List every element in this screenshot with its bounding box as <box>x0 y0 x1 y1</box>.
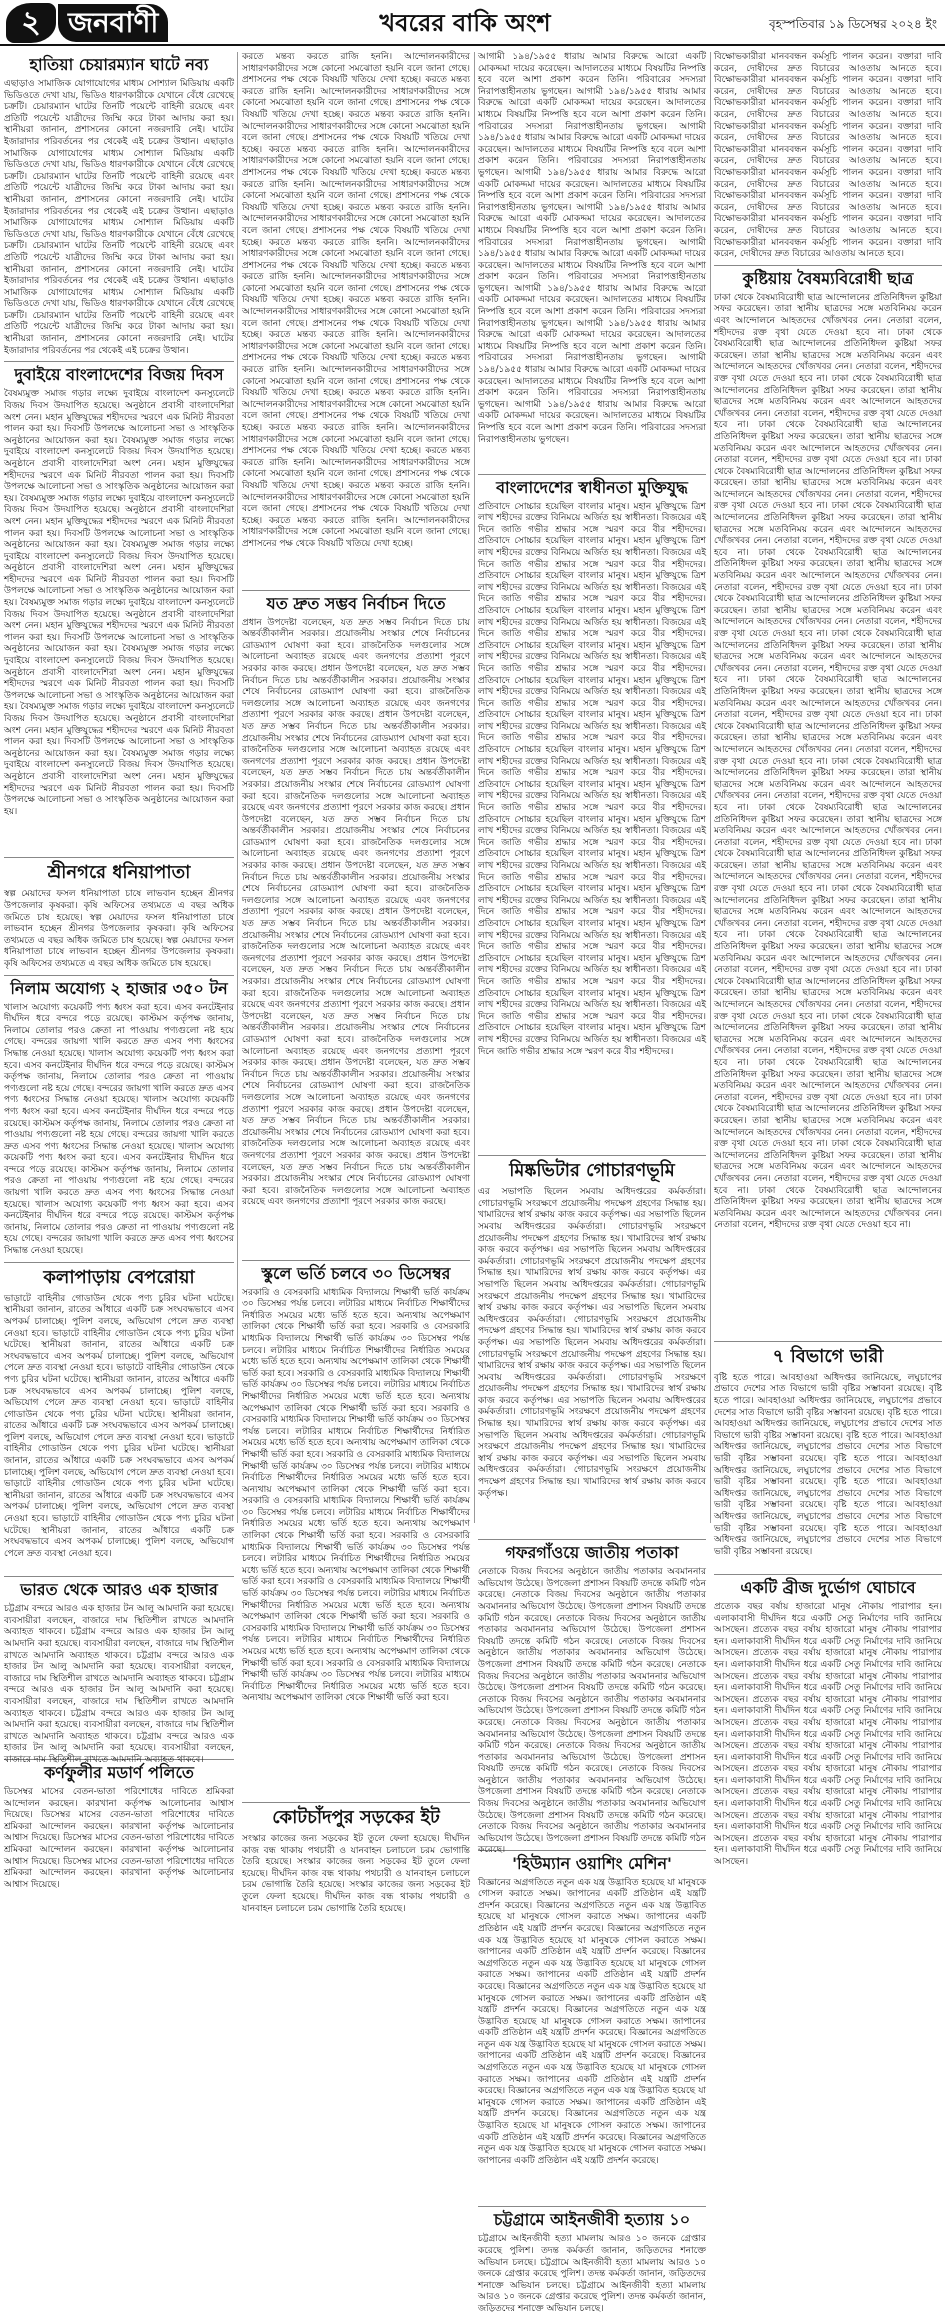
newspaper-logo: জনবাণী <box>58 4 168 42</box>
story-body: খালাস অযোগ্য কয়েকটি পণ্য ধ্বংস করা হবে। এসব কনটেইনার দীর্ঘদিন ধরে বন্দরে পড়ে রয়েছে। কাস্টমস কর্তৃপক্ষ জানায়, নিলামে তোলার পরও ক্রেতা না পাওয়ায় পণ্যগুলো নষ্ট হয়ে গেছে। বন্দরের জায়গা খালি করতে দ্রুত এসব পণ্য ধ্বংসের সিদ্ধান্ত নেওয়া হয়েছে। খালাস অযোগ্য কয়েকটি পণ্য ধ্বংস করা হবে। এসব কনটেইনার দীর্ঘদিন ধরে বন্দরে পড়ে রয়েছে। কাস্টমস কর্তৃপক্ষ জানায়, নিলামে তোলার পরও ক্রেতা না পাওয়ায় পণ্যগুলো নষ্ট হয়ে গেছে। বন্দরের জায়গা খালি করতে দ্রুত এসব পণ্য ধ্বংসের সিদ্ধান্ত নেওয়া হয়েছে। খালাস অযোগ্য কয়েকটি পণ্য ধ্বংস করা হবে। এসব কনটেইনার দীর্ঘদিন ধরে বন্দরে পড়ে রয়েছে। কাস্টমস কর্তৃপক্ষ জানায়, নিলামে তোলার পরও ক্রেতা না পাওয়ায় পণ্যগুলো নষ্ট হয়ে গেছে। বন্দরের জায়গা খালি করতে দ্রুত এসব পণ্য ধ্বংসের সিদ্ধান্ত নেওয়া হয়েছে। খালাস অযোগ্য কয়েকটি পণ্য ধ্বংস করা হবে। এসব কনটেইনার দীর্ঘদিন ধরে বন্দরে পড়ে রয়েছে। কাস্টমস কর্তৃপক্ষ জানায়, নিলামে তোলার পরও ক্রেতা না পাওয়ায় পণ্যগুলো নষ্ট হয়ে গেছে। বন্দরের জায়গা খালি করতে দ্রুত এসব পণ্য ধ্বংসের সিদ্ধান্ত নেওয়া হয়েছে। খালাস অযোগ্য কয়েকটি পণ্য ধ্বংস করা হবে। এসব কনটেইনার দীর্ঘদিন ধরে বন্দরে পড়ে রয়েছে। কাস্টমস কর্তৃপক্ষ জানায়, নিলামে তোলার পরও ক্রেতা না পাওয়ায় পণ্যগুলো নষ্ট হয়ে গেছে। বন্দরের জায়গা খালি করতে দ্রুত এসব পণ্য ধ্বংসের সিদ্ধান্ত নেওয়া হয়েছে। <box>4 1002 234 1257</box>
story-headline: নিলাম অযোগ্য ২ হাজার ৩৫০ টন <box>4 975 234 1003</box>
story-body: চট্টগ্রাম বন্দরে আরও এক হাজার টন আলু আমদানি করা হয়েছে। ব্যবসায়ীরা বলছেন, বাজারে দাম স্থিতিশীল রাখতে আমদানি অব্যাহত থাকবে। চট্টগ্রাম বন্দরে আরও এক হাজার টন আলু আমদানি করা হয়েছে। ব্যবসায়ীরা বলছেন, বাজারে দাম স্থিতিশীল রাখতে আমদানি অব্যাহত থাকবে। চট্টগ্রাম বন্দরে আরও এক হাজার টন আলু আমদানি করা হয়েছে। ব্যবসায়ীরা বলছেন, বাজারে দাম স্থিতিশীল রাখতে আমদানি অব্যাহত থাকবে। চট্টগ্রাম বন্দরে আরও এক হাজার টন আলু আমদানি করা হয়েছে। ব্যবসায়ীরা বলছেন, বাজারে দাম স্থিতিশীল রাখতে আমদানি অব্যাহত থাকবে। চট্টগ্রাম বন্দরে আরও এক হাজার টন আলু আমদানি করা হয়েছে। ব্যবসায়ীরা বলছেন, বাজারে দাম স্থিতিশীল রাখতে আমদানি অব্যাহত থাকবে। চট্টগ্রাম বন্দরে আরও এক হাজার টন আলু আমদানি করা হয়েছে। ব্যবসায়ীরা বলছেন, বাজারে দাম স্থিতিশীল রাখতে আমদানি অব্যাহত থাকবে। <box>4 1604 234 1765</box>
page-number: ২ <box>6 3 56 43</box>
story-body: চট্টগ্রামে আইনজীবী হত্যা মামলায় আরও ১০ জনকে গ্রেপ্তার করেছে পুলিশ। তদন্ত কর্মকর্তা জানান, জড়িতদের শনাক্তে অভিযান চলছে। চট্টগ্রামে আইনজীবী হত্যা মামলায় আরও ১০ জনকে গ্রেপ্তার করেছে পুলিশ। তদন্ত কর্মকর্তা জানান, জড়িতদের শনাক্তে অভিযান চলছে। চট্টগ্রামে আইনজীবী হত্যা মামলায় আরও ১০ জনকে গ্রেপ্তার করেছে পুলিশ। তদন্ত কর্মকর্তা জানান, জড়িতদের শনাক্তে অভিযান চলছে। <box>478 2234 706 2314</box>
story-headline: ৭ বিভাগে ভারী <box>714 1341 942 1373</box>
story-body: প্রতিবাদে সোচ্চার হয়েছিল বাংলার মানুষ। মহান মুক্তিযুদ্ধে ত্রিশ লাখ শহীদের রক্তের বিনিময়ে অর্জিত হয় স্বাধীনতা। বিজয়ের এই দিনে জাতি গভীর শ্রদ্ধার সঙ্গে স্মরণ করে বীর শহীদদের। প্রতিবাদে সোচ্চার হয়েছিল বাংলার মানুষ। মহান মুক্তিযুদ্ধে ত্রিশ লাখ শহীদের রক্তের বিনিময়ে অর্জিত হয় স্বাধীনতা। বিজয়ের এই দিনে জাতি গভীর শ্রদ্ধার সঙ্গে স্মরণ করে বীর শহীদদের। প্রতিবাদে সোচ্চার হয়েছিল বাংলার মানুষ। মহান মুক্তিযুদ্ধে ত্রিশ লাখ শহীদের রক্তের বিনিময়ে অর্জিত হয় স্বাধীনতা। বিজয়ের এই দিনে জাতি গভীর শ্রদ্ধার সঙ্গে স্মরণ করে বীর শহীদদের। প্রতিবাদে সোচ্চার হয়েছিল বাংলার মানুষ। মহান মুক্তিযুদ্ধে ত্রিশ লাখ শহীদের রক্তের বিনিময়ে অর্জিত হয় স্বাধীনতা। বিজয়ের এই দিনে জাতি গভীর শ্রদ্ধার সঙ্গে স্মরণ করে বীর শহীদদের। প্রতিবাদে সোচ্চার হয়েছিল বাংলার মানুষ। মহান মুক্তিযুদ্ধে ত্রিশ লাখ শহীদের রক্তের বিনিময়ে অর্জিত হয় স্বাধীনতা। বিজয়ের এই দিনে জাতি গভীর শ্রদ্ধার সঙ্গে স্মরণ করে বীর শহীদদের। প্রতিবাদে সোচ্চার হয়েছিল বাংলার মানুষ। মহান মুক্তিযুদ্ধে ত্রিশ লাখ শহীদের রক্তের বিনিময়ে অর্জিত হয় স্বাধীনতা। বিজয়ের এই দিনে জাতি গভীর শ্রদ্ধার সঙ্গে স্মরণ করে বীর শহীদদের। প্রতিবাদে সোচ্চার হয়েছিল বাংলার মানুষ। মহান মুক্তিযুদ্ধে ত্রিশ লাখ শহীদের রক্তের বিনিময়ে অর্জিত হয় স্বাধীনতা। বিজয়ের এই দিনে জাতি গভীর শ্রদ্ধার সঙ্গে স্মরণ করে বীর শহীদদের। প্রতিবাদে সোচ্চার হয়েছিল বাংলার মানুষ। মহান মুক্তিযুদ্ধে ত্রিশ লাখ শহীদের রক্তের বিনিময়ে অর্জিত হয় স্বাধীনতা। বিজয়ের এই দিনে জাতি গভীর শ্রদ্ধার সঙ্গে স্মরণ করে বীর শহীদদের। প্রতিবাদে সোচ্চার হয়েছিল বাংলার মানুষ। মহান মুক্তিযুদ্ধে ত্রিশ লাখ শহীদের রক্তের বিনিময়ে অর্জিত হয় স্বাধীনতা। বিজয়ের এই দিনে জাতি গভীর শ্রদ্ধার সঙ্গে স্মরণ করে বীর শহীদদের। প্রতিবাদে সোচ্চার হয়েছিল বাংলার মানুষ। মহান মুক্তিযুদ্ধে ত্রিশ লাখ শহীদের রক্তের বিনিময়ে অর্জিত হয় স্বাধীনতা। বিজয়ের এই দিনে জাতি গভীর শ্রদ্ধার সঙ্গে স্মরণ করে বীর শহীদদের। প্রতিবাদে সোচ্চার হয়েছিল বাংলার মানুষ। মহান মুক্তিযুদ্ধে ত্রিশ লাখ শহীদের রক্তের বিনিময়ে অর্জিত হয় স্বাধীনতা। বিজয়ের এই দিনে জাতি গভীর শ্রদ্ধার সঙ্গে স্মরণ করে বীর শহীদদের। প্রতিবাদে সোচ্চার হয়েছিল বাংলার মানুষ। মহান মুক্তিযুদ্ধে ত্রিশ লাখ শহীদের রক্তের বিনিময়ে অর্জিত হয় স্বাধীনতা। বিজয়ের এই দিনে জাতি গভীর শ্রদ্ধার সঙ্গে স্মরণ করে বীর শহীদদের। প্রতিবাদে সোচ্চার হয়েছিল বাংলার মানুষ। মহান মুক্তিযুদ্ধে ত্রিশ লাখ শহীদের রক্তের বিনিময়ে অর্জিত হয় স্বাধীনতা। বিজয়ের এই দিনে জাতি গভীর শ্রদ্ধার সঙ্গে স্মরণ করে বীর শহীদদের। প্রতিবাদে সোচ্চার হয়েছিল বাংলার মানুষ। মহান মুক্তিযুদ্ধে ত্রিশ লাখ শহীদের রক্তের বিনিময়ে অর্জিত হয় স্বাধীনতা। বিজয়ের এই দিনে জাতি গভীর শ্রদ্ধার সঙ্গে স্মরণ করে বীর শহীদদের। প্রতিবাদে সোচ্চার হয়েছিল বাংলার মানুষ। মহান মুক্তিযুদ্ধে ত্রিশ লাখ শহীদের রক্তের বিনিময়ে অর্জিত হয় স্বাধীনতা। বিজয়ের এই দিনে জাতি গভীর শ্রদ্ধার সঙ্গে স্মরণ করে বীর শহীদদের। প্রতিবাদে সোচ্চার হয়েছিল বাংলার মানুষ। মহান মুক্তিযুদ্ধে ত্রিশ লাখ শহীদের রক্তের বিনিময়ে অর্জিত হয় স্বাধীনতা। বিজয়ের এই দিনে জাতি গভীর শ্রদ্ধার সঙ্গে স্মরণ করে বীর শহীদদের। <box>478 501 706 1057</box>
story-headline: কুষ্টিয়ায় বৈষম্যবিরোধী ছাত্র <box>714 265 942 293</box>
story-body: ভাড়াটে বাহিনীর গোডাউন থেকে পণ্য চুরির ঘটনা ঘটেছে। স্থানীয়রা জানান, রাতের আঁধারে একটি চক্র সংঘবদ্ধভাবে এসব অপকর্ম চালাচ্ছে। পুলিশ বলছে, অভিযোগ পেলে দ্রুত ব্যবস্থা নেওয়া হবে। ভাড়াটে বাহিনীর গোডাউন থেকে পণ্য চুরির ঘটনা ঘটেছে। স্থানীয়রা জানান, রাতের আঁধারে একটি চক্র সংঘবদ্ধভাবে এসব অপকর্ম চালাচ্ছে। পুলিশ বলছে, অভিযোগ পেলে দ্রুত ব্যবস্থা নেওয়া হবে। ভাড়াটে বাহিনীর গোডাউন থেকে পণ্য চুরির ঘটনা ঘটেছে। স্থানীয়রা জানান, রাতের আঁধারে একটি চক্র সংঘবদ্ধভাবে এসব অপকর্ম চালাচ্ছে। পুলিশ বলছে, অভিযোগ পেলে দ্রুত ব্যবস্থা নেওয়া হবে। ভাড়াটে বাহিনীর গোডাউন থেকে পণ্য চুরির ঘটনা ঘটেছে। স্থানীয়রা জানান, রাতের আঁধারে একটি চক্র সংঘবদ্ধভাবে এসব অপকর্ম চালাচ্ছে। পুলিশ বলছে, অভিযোগ পেলে দ্রুত ব্যবস্থা নেওয়া হবে। ভাড়াটে বাহিনীর গোডাউন থেকে পণ্য চুরির ঘটনা ঘটেছে। স্থানীয়রা জানান, রাতের আঁধারে একটি চক্র সংঘবদ্ধভাবে এসব অপকর্ম চালাচ্ছে। পুলিশ বলছে, অভিযোগ পেলে দ্রুত ব্যবস্থা নেওয়া হবে। ভাড়াটে বাহিনীর গোডাউন থেকে পণ্য চুরির ঘটনা ঘটেছে। স্থানীয়রা জানান, রাতের আঁধারে একটি চক্র সংঘবদ্ধভাবে এসব অপকর্ম চালাচ্ছে। পুলিশ বলছে, অভিযোগ পেলে দ্রুত ব্যবস্থা নেওয়া হবে। ভাড়াটে বাহিনীর গোডাউন থেকে পণ্য চুরির ঘটনা ঘটেছে। স্থানীয়রা জানান, রাতের আঁধারে একটি চক্র সংঘবদ্ধভাবে এসব অপকর্ম চালাচ্ছে। পুলিশ বলছে, অভিযোগ পেলে দ্রুত ব্যবস্থা নেওয়া হবে। <box>4 1293 234 1559</box>
story-headline: একটি ব্রীজ দুর্ভোগ ঘোচাবে <box>714 1574 942 1602</box>
story-headline: 'হিউম্যান ওয়াশিং মেশিন' <box>478 1850 706 1878</box>
date-line: বৃহস্পতিবার ১৯ ডিসেম্বর ২০২৪ ইং <box>768 17 937 31</box>
story-body: বৈষম্যমুক্ত সমাজ গড়ার লক্ষ্যে দুবাইয়ে বাংলাদেশ কনস্যুলেটে বিজয় দিবস উদযাপিত হয়েছে। অনুষ্ঠানে প্রবাসী বাংলাদেশিরা অংশ নেন। মহান মুক্তিযুদ্ধের শহীদদের স্মরণে এক মিনিট নীরবতা পালন করা হয়। দিবসটি উপলক্ষে আলোচনা সভা ও সাংস্কৃতিক অনুষ্ঠানের আয়োজন করা হয়। বৈষম্যমুক্ত সমাজ গড়ার লক্ষ্যে দুবাইয়ে বাংলাদেশ কনস্যুলেটে বিজয় দিবস উদযাপিত হয়েছে। অনুষ্ঠানে প্রবাসী বাংলাদেশিরা অংশ নেন। মহান মুক্তিযুদ্ধের শহীদদের স্মরণে এক মিনিট নীরবতা পালন করা হয়। দিবসটি উপলক্ষে আলোচনা সভা ও সাংস্কৃতিক অনুষ্ঠানের আয়োজন করা হয়। বৈষম্যমুক্ত সমাজ গড়ার লক্ষ্যে দুবাইয়ে বাংলাদেশ কনস্যুলেটে বিজয় দিবস উদযাপিত হয়েছে। অনুষ্ঠানে প্রবাসী বাংলাদেশিরা অংশ নেন। মহান মুক্তিযুদ্ধের শহীদদের স্মরণে এক মিনিট নীরবতা পালন করা হয়। দিবসটি উপলক্ষে আলোচনা সভা ও সাংস্কৃতিক অনুষ্ঠানের আয়োজন করা হয়। বৈষম্যমুক্ত সমাজ গড়ার লক্ষ্যে দুবাইয়ে বাংলাদেশ কনস্যুলেটে বিজয় দিবস উদযাপিত হয়েছে। অনুষ্ঠানে প্রবাসী বাংলাদেশিরা অংশ নেন। মহান মুক্তিযুদ্ধের শহীদদের স্মরণে এক মিনিট নীরবতা পালন করা হয়। দিবসটি উপলক্ষে আলোচনা সভা ও সাংস্কৃতিক অনুষ্ঠানের আয়োজন করা হয়। বৈষম্যমুক্ত সমাজ গড়ার লক্ষ্যে দুবাইয়ে বাংলাদেশ কনস্যুলেটে বিজয় দিবস উদযাপিত হয়েছে। অনুষ্ঠানে প্রবাসী বাংলাদেশিরা অংশ নেন। মহান মুক্তিযুদ্ধের শহীদদের স্মরণে এক মিনিট নীরবতা পালন করা হয়। দিবসটি উপলক্ষে আলোচনা সভা ও সাংস্কৃতিক অনুষ্ঠানের আয়োজন করা হয়। বৈষম্যমুক্ত সমাজ গড়ার লক্ষ্যে দুবাইয়ে বাংলাদেশ কনস্যুলেটে বিজয় দিবস উদযাপিত হয়েছে। অনুষ্ঠানে প্রবাসী বাংলাদেশিরা অংশ নেন। মহান মুক্তিযুদ্ধের শহীদদের স্মরণে এক মিনিট নীরবতা পালন করা হয়। দিবসটি উপলক্ষে আলোচনা সভা ও সাংস্কৃতিক অনুষ্ঠানের আয়োজন করা হয়। বৈষম্যমুক্ত সমাজ গড়ার লক্ষ্যে দুবাইয়ে বাংলাদেশ কনস্যুলেটে বিজয় দিবস উদযাপিত হয়েছে। অনুষ্ঠানে প্রবাসী বাংলাদেশিরা অংশ নেন। মহান মুক্তিযুদ্ধের শহীদদের স্মরণে এক মিনিট নীরবতা পালন করা হয়। দিবসটি উপলক্ষে আলোচনা সভা ও সাংস্কৃতিক অনুষ্ঠানের আয়োজন করা হয়। বৈষম্যমুক্ত সমাজ গড়ার লক্ষ্যে দুবাইয়ে বাংলাদেশ কনস্যুলেটে বিজয় দিবস উদযাপিত হয়েছে। অনুষ্ঠানে প্রবাসী বাংলাদেশিরা অংশ নেন। মহান মুক্তিযুদ্ধের শহীদদের স্মরণে এক মিনিট নীরবতা পালন করা হয়। দিবসটি উপলক্ষে আলোচনা সভা ও সাংস্কৃতিক অনুষ্ঠানের আয়োজন করা হয়। <box>4 389 234 817</box>
story-body: সরকারি ও বেসরকারি মাধ্যমিক বিদ্যালয়ে শিক্ষার্থী ভর্তি কার্যক্রম ৩০ ডিসেম্বর পর্যন্ত চলবে। লটারির মাধ্যমে নির্বাচিত শিক্ষার্থীদের নির্ধারিত সময়ের মধ্যে ভর্তি হতে হবে। অন্যথায় অপেক্ষমাণ তালিকা থেকে শিক্ষার্থী ভর্তি করা হবে। সরকারি ও বেসরকারি মাধ্যমিক বিদ্যালয়ে শিক্ষার্থী ভর্তি কার্যক্রম ৩০ ডিসেম্বর পর্যন্ত চলবে। লটারির মাধ্যমে নির্বাচিত শিক্ষার্থীদের নির্ধারিত সময়ের মধ্যে ভর্তি হতে হবে। অন্যথায় অপেক্ষমাণ তালিকা থেকে শিক্ষার্থী ভর্তি করা হবে। সরকারি ও বেসরকারি মাধ্যমিক বিদ্যালয়ে শিক্ষার্থী ভর্তি কার্যক্রম ৩০ ডিসেম্বর পর্যন্ত চলবে। লটারির মাধ্যমে নির্বাচিত শিক্ষার্থীদের নির্ধারিত সময়ের মধ্যে ভর্তি হতে হবে। অন্যথায় অপেক্ষমাণ তালিকা থেকে শিক্ষার্থী ভর্তি করা হবে। সরকারি ও বেসরকারি মাধ্যমিক বিদ্যালয়ে শিক্ষার্থী ভর্তি কার্যক্রম ৩০ ডিসেম্বর পর্যন্ত চলবে। লটারির মাধ্যমে নির্বাচিত শিক্ষার্থীদের নির্ধারিত সময়ের মধ্যে ভর্তি হতে হবে। অন্যথায় অপেক্ষমাণ তালিকা থেকে শিক্ষার্থী ভর্তি করা হবে। সরকারি ও বেসরকারি মাধ্যমিক বিদ্যালয়ে শিক্ষার্থী ভর্তি কার্যক্রম ৩০ ডিসেম্বর পর্যন্ত চলবে। লটারির মাধ্যমে নির্বাচিত শিক্ষার্থীদের নির্ধারিত সময়ের মধ্যে ভর্তি হতে হবে। অন্যথায় অপেক্ষমাণ তালিকা থেকে শিক্ষার্থী ভর্তি করা হবে। সরকারি ও বেসরকারি মাধ্যমিক বিদ্যালয়ে শিক্ষার্থী ভর্তি কার্যক্রম ৩০ ডিসেম্বর পর্যন্ত চলবে। লটারির মাধ্যমে নির্বাচিত শিক্ষার্থীদের নির্ধারিত সময়ের মধ্যে ভর্তি হতে হবে। অন্যথায় অপেক্ষমাণ তালিকা থেকে শিক্ষার্থী ভর্তি করা হবে। সরকারি ও বেসরকারি মাধ্যমিক বিদ্যালয়ে শিক্ষার্থী ভর্তি কার্যক্রম ৩০ ডিসেম্বর পর্যন্ত চলবে। লটারির মাধ্যমে নির্বাচিত শিক্ষার্থীদের নির্ধারিত সময়ের মধ্যে ভর্তি হতে হবে। অন্যথায় অপেক্ষমাণ তালিকা থেকে শিক্ষার্থী ভর্তি করা হবে। সরকারি ও বেসরকারি মাধ্যমিক বিদ্যালয়ে শিক্ষার্থী ভর্তি কার্যক্রম ৩০ ডিসেম্বর পর্যন্ত চলবে। লটারির মাধ্যমে নির্বাচিত শিক্ষার্থীদের নির্ধারিত সময়ের মধ্যে ভর্তি হতে হবে। অন্যথায় অপেক্ষমাণ তালিকা থেকে শিক্ষার্থী ভর্তি করা হবে। সরকারি ও বেসরকারি মাধ্যমিক বিদ্যালয়ে শিক্ষার্থী ভর্তি কার্যক্রম ৩০ ডিসেম্বর পর্যন্ত চলবে। লটারির মাধ্যমে নির্বাচিত শিক্ষার্থীদের নির্ধারিত সময়ের মধ্যে ভর্তি হতে হবে। অন্যথায় অপেক্ষমাণ তালিকা থেকে শিক্ষার্থী ভর্তি করা হবে। সরকারি ও বেসরকারি মাধ্যমিক বিদ্যালয়ে শিক্ষার্থী ভর্তি কার্যক্রম ৩০ ডিসেম্বর পর্যন্ত চলবে। লটারির মাধ্যমে নির্বাচিত শিক্ষার্থীদের নির্ধারিত সময়ের মধ্যে ভর্তি হতে হবে। অন্যথায় অপেক্ষমাণ তালিকা থেকে শিক্ষার্থী ভর্তি করা হবে। <box>242 1287 470 1704</box>
story-headline: বাংলাদেশের স্বাধীনতা মুক্তিযুদ্ধ <box>478 474 706 502</box>
story-headline: স্কুলে ভর্তি চলবে ৩০ ডিসেম্বর <box>242 1260 470 1288</box>
story-body: সংস্কার কাজের জন্য সড়কের ইট তুলে ফেলা হয়েছে। দীর্ঘদিন কাজ বন্ধ থাকায় পথচারী ও যানবাহন চলাচলে চরম ভোগান্তি তৈরি হয়েছে। সংস্কার কাজের জন্য সড়কের ইট তুলে ফেলা হয়েছে। দীর্ঘদিন কাজ বন্ধ থাকায় পথচারী ও যানবাহন চলাচলে চরম ভোগান্তি তৈরি হয়েছে। সংস্কার কাজের জন্য সড়কের ইট তুলে ফেলা হয়েছে। দীর্ঘদিন কাজ বন্ধ থাকায় পথচারী ও যানবাহন চলাচলে চরম ভোগান্তি তৈরি হয়েছে। <box>242 1833 470 1914</box>
column-1 <box>4 52 234 1890</box>
column-divider <box>237 52 238 1523</box>
column-3 <box>478 52 706 2314</box>
story-body: বিক্ষোভকারীরা মানববন্ধন কর্মসূচি পালন করেন। বক্তারা দাবি করেন, দোষীদের দ্রুত বিচারের আওতায় আনতে হবে। বিক্ষোভকারীরা মানববন্ধন কর্মসূচি পালন করেন। বক্তারা দাবি করেন, দোষীদের দ্রুত বিচারের আওতায় আনতে হবে। বিক্ষোভকারীরা মানববন্ধন কর্মসূচি পালন করেন। বক্তারা দাবি করেন, দোষীদের দ্রুত বিচারের আওতায় আনতে হবে। বিক্ষোভকারীরা মানববন্ধন কর্মসূচি পালন করেন। বক্তারা দাবি করেন, দোষীদের দ্রুত বিচারের আওতায় আনতে হবে। বিক্ষোভকারীরা মানববন্ধন কর্মসূচি পালন করেন। বক্তারা দাবি করেন, দোষীদের দ্রুত বিচারের আওতায় আনতে হবে। বিক্ষোভকারীরা মানববন্ধন কর্মসূচি পালন করেন। বক্তারা দাবি করেন, দোষীদের দ্রুত বিচারের আওতায় আনতে হবে। বিক্ষোভকারীরা মানববন্ধন কর্মসূচি পালন করেন। বক্তারা দাবি করেন, দোষীদের দ্রুত বিচারের আওতায় আনতে হবে। বিক্ষোভকারীরা মানববন্ধন কর্মসূচি পালন করেন। বক্তারা দাবি করেন, দোষীদের দ্রুত বিচারের আওতায় আনতে হবে। বিক্ষোভকারীরা মানববন্ধন কর্মসূচি পালন করেন। বক্তারা দাবি করেন, দোষীদের দ্রুত বিচারের আওতায় আনতে হবে। <box>714 52 942 260</box>
story-headline: যত দ্রুত সম্ভব নির্বাচন দিতে <box>242 590 470 618</box>
column-2 <box>242 52 470 1914</box>
story-body: নেতাকে বিজয় দিবসের অনুষ্ঠানে জাতীয় পতাকার অবমাননার অভিযোগ উঠেছে। উপজেলা প্রশাসন বিষয়টি তদন্তে কমিটি গঠন করেছে। নেতাকে বিজয় দিবসের অনুষ্ঠানে জাতীয় পতাকার অবমাননার অভিযোগ উঠেছে। উপজেলা প্রশাসন বিষয়টি তদন্তে কমিটি গঠন করেছে। নেতাকে বিজয় দিবসের অনুষ্ঠানে জাতীয় পতাকার অবমাননার অভিযোগ উঠেছে। উপজেলা প্রশাসন বিষয়টি তদন্তে কমিটি গঠন করেছে। নেতাকে বিজয় দিবসের অনুষ্ঠানে জাতীয় পতাকার অবমাননার অভিযোগ উঠেছে। উপজেলা প্রশাসন বিষয়টি তদন্তে কমিটি গঠন করেছে। নেতাকে বিজয় দিবসের অনুষ্ঠানে জাতীয় পতাকার অবমাননার অভিযোগ উঠেছে। উপজেলা প্রশাসন বিষয়টি তদন্তে কমিটি গঠন করেছে। নেতাকে বিজয় দিবসের অনুষ্ঠানে জাতীয় পতাকার অবমাননার অভিযোগ উঠেছে। উপজেলা প্রশাসন বিষয়টি তদন্তে কমিটি গঠন করেছে। নেতাকে বিজয় দিবসের অনুষ্ঠানে জাতীয় পতাকার অবমাননার অভিযোগ উঠেছে। উপজেলা প্রশাসন বিষয়টি তদন্তে কমিটি গঠন করেছে। নেতাকে বিজয় দিবসের অনুষ্ঠানে জাতীয় পতাকার অবমাননার অভিযোগ উঠেছে। উপজেলা প্রশাসন বিষয়টি তদন্তে কমিটি গঠন করেছে। নেতাকে বিজয় দিবসের অনুষ্ঠানে জাতীয় পতাকার অবমাননার অভিযোগ উঠেছে। উপজেলা প্রশাসন বিষয়টি তদন্তে কমিটি গঠন করেছে। নেতাকে বিজয় দিবসের অনুষ্ঠানে জাতীয় পতাকার অবমাননার অভিযোগ উঠেছে। উপজেলা প্রশাসন বিষয়টি তদন্তে কমিটি গঠন করেছে। নেতাকে বিজয় দিবসের অনুষ্ঠানে জাতীয় পতাকার অবমাননার অভিযোগ উঠেছে। উপজেলা প্রশাসন বিষয়টি তদন্তে কমিটি গঠন করেছে। <box>478 1567 706 1856</box>
story-body: বিজ্ঞানের অগ্রগতিতে নতুন এক যন্ত্র উদ্ভাবিত হয়েছে যা মানুষকে গোসল করাতে সক্ষম। জাপানের একটি প্রতিষ্ঠান এই যন্ত্রটি প্রদর্শন করেছে। বিজ্ঞানের অগ্রগতিতে নতুন এক যন্ত্র উদ্ভাবিত হয়েছে যা মানুষকে গোসল করাতে সক্ষম। জাপানের একটি প্রতিষ্ঠান এই যন্ত্রটি প্রদর্শন করেছে। বিজ্ঞানের অগ্রগতিতে নতুন এক যন্ত্র উদ্ভাবিত হয়েছে যা মানুষকে গোসল করাতে সক্ষম। জাপানের একটি প্রতিষ্ঠান এই যন্ত্রটি প্রদর্শন করেছে। বিজ্ঞানের অগ্রগতিতে নতুন এক যন্ত্র উদ্ভাবিত হয়েছে যা মানুষকে গোসল করাতে সক্ষম। জাপানের একটি প্রতিষ্ঠান এই যন্ত্রটি প্রদর্শন করেছে। বিজ্ঞানের অগ্রগতিতে নতুন এক যন্ত্র উদ্ভাবিত হয়েছে যা মানুষকে গোসল করাতে সক্ষম। জাপানের একটি প্রতিষ্ঠান এই যন্ত্রটি প্রদর্শন করেছে। বিজ্ঞানের অগ্রগতিতে নতুন এক যন্ত্র উদ্ভাবিত হয়েছে যা মানুষকে গোসল করাতে সক্ষম। জাপানের একটি প্রতিষ্ঠান এই যন্ত্রটি প্রদর্শন করেছে। বিজ্ঞানের অগ্রগতিতে নতুন এক যন্ত্র উদ্ভাবিত হয়েছে যা মানুষকে গোসল করাতে সক্ষম। জাপানের একটি প্রতিষ্ঠান এই যন্ত্রটি প্রদর্শন করেছে। বিজ্ঞানের অগ্রগতিতে নতুন এক যন্ত্র উদ্ভাবিত হয়েছে যা মানুষকে গোসল করাতে সক্ষম। জাপানের একটি প্রতিষ্ঠান এই যন্ত্রটি প্রদর্শন করেছে। বিজ্ঞানের অগ্রগতিতে নতুন এক যন্ত্র উদ্ভাবিত হয়েছে যা মানুষকে গোসল করাতে সক্ষম। জাপানের একটি প্রতিষ্ঠান এই যন্ত্রটি প্রদর্শন করেছে। বিজ্ঞানের অগ্রগতিতে নতুন এক যন্ত্র উদ্ভাবিত হয়েছে যা মানুষকে গোসল করাতে সক্ষম। জাপানের একটি প্রতিষ্ঠান এই যন্ত্রটি প্রদর্শন করেছে। বিজ্ঞানের অগ্রগতিতে নতুন এক যন্ত্র উদ্ভাবিত হয়েছে যা মানুষকে গোসল করাতে সক্ষম। জাপানের একটি প্রতিষ্ঠান এই যন্ত্রটি প্রদর্শন করেছে। <box>478 1877 706 2166</box>
story-headline: মিষ্কভিটার গোচারণভূমি <box>478 1155 706 1187</box>
column-divider <box>474 52 475 1523</box>
story-body: প্রধান উপদেষ্টা বলেছেন, যত দ্রুত সম্ভব নির্বাচন দিতে চায় অন্তর্বর্তীকালীন সরকার। প্রয়োজনীয় সংস্কার শেষে নির্বাচনের রোডম্যাপ ঘোষণা করা হবে। রাজনৈতিক দলগুলোর সঙ্গে আলোচনা অব্যাহত রয়েছে এবং জনগণের প্রত্যাশা পূরণে সরকার কাজ করছে। প্রধান উপদেষ্টা বলেছেন, যত দ্রুত সম্ভব নির্বাচন দিতে চায় অন্তর্বর্তীকালীন সরকার। প্রয়োজনীয় সংস্কার শেষে নির্বাচনের রোডম্যাপ ঘোষণা করা হবে। রাজনৈতিক দলগুলোর সঙ্গে আলোচনা অব্যাহত রয়েছে এবং জনগণের প্রত্যাশা পূরণে সরকার কাজ করছে। প্রধান উপদেষ্টা বলেছেন, যত দ্রুত সম্ভব নির্বাচন দিতে চায় অন্তর্বর্তীকালীন সরকার। প্রয়োজনীয় সংস্কার শেষে নির্বাচনের রোডম্যাপ ঘোষণা করা হবে। রাজনৈতিক দলগুলোর সঙ্গে আলোচনা অব্যাহত রয়েছে এবং জনগণের প্রত্যাশা পূরণে সরকার কাজ করছে। প্রধান উপদেষ্টা বলেছেন, যত দ্রুত সম্ভব নির্বাচন দিতে চায় অন্তর্বর্তীকালীন সরকার। প্রয়োজনীয় সংস্কার শেষে নির্বাচনের রোডম্যাপ ঘোষণা করা হবে। রাজনৈতিক দলগুলোর সঙ্গে আলোচনা অব্যাহত রয়েছে এবং জনগণের প্রত্যাশা পূরণে সরকার কাজ করছে। প্রধান উপদেষ্টা বলেছেন, যত দ্রুত সম্ভব নির্বাচন দিতে চায় অন্তর্বর্তীকালীন সরকার। প্রয়োজনীয় সংস্কার শেষে নির্বাচনের রোডম্যাপ ঘোষণা করা হবে। রাজনৈতিক দলগুলোর সঙ্গে আলোচনা অব্যাহত রয়েছে এবং জনগণের প্রত্যাশা পূরণে সরকার কাজ করছে। প্রধান উপদেষ্টা বলেছেন, যত দ্রুত সম্ভব নির্বাচন দিতে চায় অন্তর্বর্তীকালীন সরকার। প্রয়োজনীয় সংস্কার শেষে নির্বাচনের রোডম্যাপ ঘোষণা করা হবে। রাজনৈতিক দলগুলোর সঙ্গে আলোচনা অব্যাহত রয়েছে এবং জনগণের প্রত্যাশা পূরণে সরকার কাজ করছে। প্রধান উপদেষ্টা বলেছেন, যত দ্রুত সম্ভব নির্বাচন দিতে চায় অন্তর্বর্তীকালীন সরকার। প্রয়োজনীয় সংস্কার শেষে নির্বাচনের রোডম্যাপ ঘোষণা করা হবে। রাজনৈতিক দলগুলোর সঙ্গে আলোচনা অব্যাহত রয়েছে এবং জনগণের প্রত্যাশা পূরণে সরকার কাজ করছে। প্রধান উপদেষ্টা বলেছেন, যত দ্রুত সম্ভব নির্বাচন দিতে চায় অন্তর্বর্তীকালীন সরকার। প্রয়োজনীয় সংস্কার শেষে নির্বাচনের রোডম্যাপ ঘোষণা করা হবে। রাজনৈতিক দলগুলোর সঙ্গে আলোচনা অব্যাহত রয়েছে এবং জনগণের প্রত্যাশা পূরণে সরকার কাজ করছে। প্রধান উপদেষ্টা বলেছেন, যত দ্রুত সম্ভব নির্বাচন দিতে চায় অন্তর্বর্তীকালীন সরকার। প্রয়োজনীয় সংস্কার শেষে নির্বাচনের রোডম্যাপ ঘোষণা করা হবে। রাজনৈতিক দলগুলোর সঙ্গে আলোচনা অব্যাহত রয়েছে এবং জনগণের প্রত্যাশা পূরণে সরকার কাজ করছে। প্রধান উপদেষ্টা বলেছেন, যত দ্রুত সম্ভব নির্বাচন দিতে চায় অন্তর্বর্তীকালীন সরকার। প্রয়োজনীয় সংস্কার শেষে নির্বাচনের রোডম্যাপ ঘোষণা করা হবে। রাজনৈতিক দলগুলোর সঙ্গে আলোচনা অব্যাহত রয়েছে এবং জনগণের প্রত্যাশা পূরণে সরকার কাজ করছে। প্রধান উপদেষ্টা বলেছেন, যত দ্রুত সম্ভব নির্বাচন দিতে চায় অন্তর্বর্তীকালীন সরকার। প্রয়োজনীয় সংস্কার শেষে নির্বাচনের রোডম্যাপ ঘোষণা করা হবে। রাজনৈতিক দলগুলোর সঙ্গে আলোচনা অব্যাহত রয়েছে এবং জনগণের প্রত্যাশা পূরণে সরকার কাজ করছে। প্রধান উপদেষ্টা বলেছেন, যত দ্রুত সম্ভব নির্বাচন দিতে চায় অন্তর্বর্তীকালীন সরকার। প্রয়োজনীয় সংস্কার শেষে নির্বাচনের রোডম্যাপ ঘোষণা করা হবে। রাজনৈতিক দলগুলোর সঙ্গে আলোচনা অব্যাহত রয়েছে এবং জনগণের প্রত্যাশা পূরণে সরকার কাজ করছে। <box>242 617 470 1208</box>
story-headline: গফরগাঁওয়ে জাতীয় পতাকা <box>478 1539 706 1567</box>
story-headline: ভারত থেকে আরও এক হাজার <box>4 1576 234 1604</box>
column-divider <box>710 52 711 1523</box>
story-headline: কোটচাঁদপুর সড়কের ইট <box>242 1802 470 1834</box>
story-headline: হাতিয়া চেয়ারম্যান ঘাটে নব্য <box>29 55 209 74</box>
story-body: স্বল্প মেয়াদের ফসল ধনিয়াপাতা চাষে লাভবান হচ্ছেন শ্রীনগর উপজেলার কৃষকরা। কৃষি অফিসের তথ্যমতে এ বছর অধিক জমিতে চাষ হয়েছে। স্বল্প মেয়াদের ফসল ধনিয়াপাতা চাষে লাভবান হচ্ছেন শ্রীনগর উপজেলার কৃষকরা। কৃষি অফিসের তথ্যমতে এ বছর অধিক জমিতে চাষ হয়েছে। স্বল্প মেয়াদের ফসল ধনিয়াপাতা চাষে লাভবান হচ্ছেন শ্রীনগর উপজেলার কৃষকরা। কৃষি অফিসের তথ্যমতে এ বছর অধিক জমিতে চাষ হয়েছে। <box>4 889 234 969</box>
story-headline: দুবাইয়ে বাংলাদেশের বিজয় দিবস <box>4 361 234 389</box>
story-headline: শ্রীনগরে ধনিয়াপাতা <box>4 857 234 889</box>
story-headline: কর্ণফুলীর মডার্ণ পলিতে <box>4 1759 234 1787</box>
story-body: আগামী ১৯৪/১৯৫৫ ধারায় আমার বিরুদ্ধে আরো একটি মোকদ্দমা দায়ের করেছেন। আদালতের মাধ্যমে বিষয়টির নিষ্পত্তি হবে বলে আশা প্রকাশ করেন তিনি। পরিবারের সদস্যরা নিরাপত্তাহীনতায় ভুগছেন। আগামী ১৯৪/১৯৫৫ ধারায় আমার বিরুদ্ধে আরো একটি মোকদ্দমা দায়ের করেছেন। আদালতের মাধ্যমে বিষয়টির নিষ্পত্তি হবে বলে আশা প্রকাশ করেন তিনি। পরিবারের সদস্যরা নিরাপত্তাহীনতায় ভুগছেন। আগামী ১৯৪/১৯৫৫ ধারায় আমার বিরুদ্ধে আরো একটি মোকদ্দমা দায়ের করেছেন। আদালতের মাধ্যমে বিষয়টির নিষ্পত্তি হবে বলে আশা প্রকাশ করেন তিনি। পরিবারের সদস্যরা নিরাপত্তাহীনতায় ভুগছেন। আগামী ১৯৪/১৯৫৫ ধারায় আমার বিরুদ্ধে আরো একটি মোকদ্দমা দায়ের করেছেন। আদালতের মাধ্যমে বিষয়টির নিষ্পত্তি হবে বলে আশা প্রকাশ করেন তিনি। পরিবারের সদস্যরা নিরাপত্তাহীনতায় ভুগছেন। আগামী ১৯৪/১৯৫৫ ধারায় আমার বিরুদ্ধে আরো একটি মোকদ্দমা দায়ের করেছেন। আদালতের মাধ্যমে বিষয়টির নিষ্পত্তি হবে বলে আশা প্রকাশ করেন তিনি। পরিবারের সদস্যরা নিরাপত্তাহীনতায় ভুগছেন। আগামী ১৯৪/১৯৫৫ ধারায় আমার বিরুদ্ধে আরো একটি মোকদ্দমা দায়ের করেছেন। আদালতের মাধ্যমে বিষয়টির নিষ্পত্তি হবে বলে আশা প্রকাশ করেন তিনি। পরিবারের সদস্যরা নিরাপত্তাহীনতায় ভুগছেন। আগামী ১৯৪/১৯৫৫ ধারায় আমার বিরুদ্ধে আরো একটি মোকদ্দমা দায়ের করেছেন। আদালতের মাধ্যমে বিষয়টির নিষ্পত্তি হবে বলে আশা প্রকাশ করেন তিনি। পরিবারের সদস্যরা নিরাপত্তাহীনতায় ভুগছেন। আগামী ১৯৪/১৯৫৫ ধারায় আমার বিরুদ্ধে আরো একটি মোকদ্দমা দায়ের করেছেন। আদালতের মাধ্যমে বিষয়টির নিষ্পত্তি হবে বলে আশা প্রকাশ করেন তিনি। পরিবারের সদস্যরা নিরাপত্তাহীনতায় ভুগছেন। আগামী ১৯৪/১৯৫৫ ধারায় আমার বিরুদ্ধে আরো একটি মোকদ্দমা দায়ের করেছেন। আদালতের মাধ্যমে বিষয়টির নিষ্পত্তি হবে বলে আশা প্রকাশ করেন তিনি। পরিবারের সদস্যরা নিরাপত্তাহীনতায় ভুগছেন। আগামী ১৯৪/১৯৫৫ ধারায় আমার বিরুদ্ধে আরো একটি মোকদ্দমা দায়ের করেছেন। আদালতের মাধ্যমে বিষয়টির নিষ্পত্তি হবে বলে আশা প্রকাশ করেন তিনি। পরিবারের সদস্যরা নিরাপত্তাহীনতায় ভুগছেন। <box>478 52 706 445</box>
story-body: বৃষ্টি হতে পারে। আবহাওয়া অধিদপ্তর জানিয়েছে, লঘুচাপের প্রভাবে দেশের সাত বিভাগে ভারী বৃষ্টির সম্ভাবনা রয়েছে। বৃষ্টি হতে পারে। আবহাওয়া অধিদপ্তর জানিয়েছে, লঘুচাপের প্রভাবে দেশের সাত বিভাগে ভারী বৃষ্টির সম্ভাবনা রয়েছে। বৃষ্টি হতে পারে। আবহাওয়া অধিদপ্তর জানিয়েছে, লঘুচাপের প্রভাবে দেশের সাত বিভাগে ভারী বৃষ্টির সম্ভাবনা রয়েছে। বৃষ্টি হতে পারে। আবহাওয়া অধিদপ্তর জানিয়েছে, লঘুচাপের প্রভাবে দেশের সাত বিভাগে ভারী বৃষ্টির সম্ভাবনা রয়েছে। বৃষ্টি হতে পারে। আবহাওয়া অধিদপ্তর জানিয়েছে, লঘুচাপের প্রভাবে দেশের সাত বিভাগে ভারী বৃষ্টির সম্ভাবনা রয়েছে। বৃষ্টি হতে পারে। আবহাওয়া অধিদপ্তর জানিয়েছে, লঘুচাপের প্রভাবে দেশের সাত বিভাগে ভারী বৃষ্টির সম্ভাবনা রয়েছে। বৃষ্টি হতে পারে। আবহাওয়া অধিদপ্তর জানিয়েছে, লঘুচাপের প্রভাবে দেশের সাত বিভাগে ভারী বৃষ্টির সম্ভাবনা রয়েছে। বৃষ্টি হতে পারে। আবহাওয়া অধিদপ্তর জানিয়েছে, লঘুচাপের প্রভাবে দেশের সাত বিভাগে ভারী বৃষ্টির সম্ভাবনা রয়েছে। <box>714 1372 942 1557</box>
column-4 <box>714 52 942 1868</box>
story-body: ঢাকা থেকে বৈষম্যবিরোধী ছাত্র আন্দোলনের প্রতিনিধিদল কুষ্টিয়া সফর করেছেন। তারা স্থানীয় ছাত্রদের সঙ্গে মতবিনিময় করেন এবং আন্দোলনে আহতদের খোঁজখবর নেন। নেতারা বলেন, শহীদদের রক্ত বৃথা যেতে দেওয়া হবে না। ঢাকা থেকে বৈষম্যবিরোধী ছাত্র আন্দোলনের প্রতিনিধিদল কুষ্টিয়া সফর করেছেন। তারা স্থানীয় ছাত্রদের সঙ্গে মতবিনিময় করেন এবং আন্দোলনে আহতদের খোঁজখবর নেন। নেতারা বলেন, শহীদদের রক্ত বৃথা যেতে দেওয়া হবে না। ঢাকা থেকে বৈষম্যবিরোধী ছাত্র আন্দোলনের প্রতিনিধিদল কুষ্টিয়া সফর করেছেন। তারা স্থানীয় ছাত্রদের সঙ্গে মতবিনিময় করেন এবং আন্দোলনে আহতদের খোঁজখবর নেন। নেতারা বলেন, শহীদদের রক্ত বৃথা যেতে দেওয়া হবে না। ঢাকা থেকে বৈষম্যবিরোধী ছাত্র আন্দোলনের প্রতিনিধিদল কুষ্টিয়া সফর করেছেন। তারা স্থানীয় ছাত্রদের সঙ্গে মতবিনিময় করেন এবং আন্দোলনে আহতদের খোঁজখবর নেন। নেতারা বলেন, শহীদদের রক্ত বৃথা যেতে দেওয়া হবে না। ঢাকা থেকে বৈষম্যবিরোধী ছাত্র আন্দোলনের প্রতিনিধিদল কুষ্টিয়া সফর করেছেন। তারা স্থানীয় ছাত্রদের সঙ্গে মতবিনিময় করেন এবং আন্দোলনে আহতদের খোঁজখবর নেন। নেতারা বলেন, শহীদদের রক্ত বৃথা যেতে দেওয়া হবে না। ঢাকা থেকে বৈষম্যবিরোধী ছাত্র আন্দোলনের প্রতিনিধিদল কুষ্টিয়া সফর করেছেন। তারা স্থানীয় ছাত্রদের সঙ্গে মতবিনিময় করেন এবং আন্দোলনে আহতদের খোঁজখবর নেন। নেতারা বলেন, শহীদদের রক্ত বৃথা যেতে দেওয়া হবে না। ঢাকা থেকে বৈষম্যবিরোধী ছাত্র আন্দোলনের প্রতিনিধিদল কুষ্টিয়া সফর করেছেন। তারা স্থানীয় ছাত্রদের সঙ্গে মতবিনিময় করেন এবং আন্দোলনে আহতদের খোঁজখবর নেন। নেতারা বলেন, শহীদদের রক্ত বৃথা যেতে দেওয়া হবে না। ঢাকা থেকে বৈষম্যবিরোধী ছাত্র আন্দোলনের প্রতিনিধিদল কুষ্টিয়া সফর করেছেন। তারা স্থানীয় ছাত্রদের সঙ্গে মতবিনিময় করেন এবং আন্দোলনে আহতদের খোঁজখবর নেন। নেতারা বলেন, শহীদদের রক্ত বৃথা যেতে দেওয়া হবে না। ঢাকা থেকে বৈষম্যবিরোধী ছাত্র আন্দোলনের প্রতিনিধিদল কুষ্টিয়া সফর করেছেন। তারা স্থানীয় ছাত্রদের সঙ্গে মতবিনিময় করেন এবং আন্দোলনে আহতদের খোঁজখবর নেন। নেতারা বলেন, শহীদদের রক্ত বৃথা যেতে দেওয়া হবে না। ঢাকা থেকে বৈষম্যবিরোধী ছাত্র আন্দোলনের প্রতিনিধিদল কুষ্টিয়া সফর করেছেন। তারা স্থানীয় ছাত্রদের সঙ্গে মতবিনিময় করেন এবং আন্দোলনে আহতদের খোঁজখবর নেন। নেতারা বলেন, শহীদদের রক্ত বৃথা যেতে দেওয়া হবে না। ঢাকা থেকে বৈষম্যবিরোধী ছাত্র আন্দোলনের প্রতিনিধিদল কুষ্টিয়া সফর করেছেন। তারা স্থানীয় ছাত্রদের সঙ্গে মতবিনিময় করেন এবং আন্দোলনে আহতদের খোঁজখবর নেন। নেতারা বলেন, শহীদদের রক্ত বৃথা যেতে দেওয়া হবে না। ঢাকা থেকে বৈষম্যবিরোধী ছাত্র আন্দোলনের প্রতিনিধিদল কুষ্টিয়া সফর করেছেন। তারা স্থানীয় ছাত্রদের সঙ্গে মতবিনিময় করেন এবং আন্দোলনে আহতদের খোঁজখবর নেন। নেতারা বলেন, শহীদদের রক্ত বৃথা যেতে দেওয়া হবে না। ঢাকা থেকে বৈষম্যবিরোধী ছাত্র আন্দোলনের প্রতিনিধিদল কুষ্টিয়া সফর করেছেন। তারা স্থানীয় ছাত্রদের সঙ্গে মতবিনিময় করেন এবং আন্দোলনে আহতদের খোঁজখবর নেন। নেতারা বলেন, শহীদদের রক্ত বৃথা যেতে দেওয়া হবে না। ঢাকা থেকে বৈষম্যবিরোধী ছাত্র আন্দোলনের প্রতিনিধিদল কুষ্টিয়া সফর করেছেন। তারা স্থানীয় ছাত্রদের সঙ্গে মতবিনিময় করেন এবং আন্দোলনে আহতদের খোঁজখবর নেন। নেতারা বলেন, শহীদদের রক্ত বৃথা যেতে দেওয়া হবে না। ঢাকা থেকে বৈষম্যবিরোধী ছাত্র আন্দোলনের প্রতিনিধিদল কুষ্টিয়া সফর করেছেন। তারা স্থানীয় ছাত্রদের সঙ্গে মতবিনিময় করেন এবং আন্দোলনে আহতদের খোঁজখবর নেন। নেতারা বলেন, শহীদদের রক্ত বৃথা যেতে দেওয়া হবে না। ঢাকা থেকে বৈষম্যবিরোধী ছাত্র আন্দোলনের প্রতিনিধিদল কুষ্টিয়া সফর করেছেন। তারা স্থানীয় ছাত্রদের সঙ্গে মতবিনিময় করেন এবং আন্দোলনে আহতদের খোঁজখবর নেন। নেতারা বলেন, শহীদদের রক্ত বৃথা যেতে দেওয়া হবে না। ঢাকা থেকে বৈষম্যবিরোধী ছাত্র আন্দোলনের প্রতিনিধিদল কুষ্টিয়া সফর করেছেন। তারা স্থানীয় ছাত্রদের সঙ্গে মতবিনিময় করেন এবং আন্দোলনে আহতদের খোঁজখবর নেন। নেতারা বলেন, শহীদদের রক্ত বৃথা যেতে দেওয়া হবে না। ঢাকা থেকে বৈষম্যবিরোধী ছাত্র আন্দোলনের প্রতিনিধিদল কুষ্টিয়া সফর করেছেন। তারা স্থানীয় ছাত্রদের সঙ্গে মতবিনিময় করেন এবং আন্দোলনে আহতদের খোঁজখবর নেন। নেতারা বলেন, শহীদদের রক্ত বৃথা যেতে দেওয়া হবে না। ঢাকা থেকে বৈষম্যবিরোধী ছাত্র আন্দোলনের প্রতিনিধিদল কুষ্টিয়া সফর করেছেন। তারা স্থানীয় ছাত্রদের সঙ্গে মতবিনিময় করেন এবং আন্দোলনে আহতদের খোঁজখবর নেন। নেতারা বলেন, শহীদদের রক্ত বৃথা যেতে দেওয়া হবে না। ঢাকা থেকে বৈষম্যবিরোধী ছাত্র আন্দোলনের প্রতিনিধিদল কুষ্টিয়া সফর করেছেন। তারা স্থানীয় ছাত্রদের সঙ্গে মতবিনিময় করেন এবং আন্দোলনে আহতদের খোঁজখবর নেন। নেতারা বলেন, শহীদদের রক্ত বৃথা যেতে দেওয়া হবে না। ঢাকা থেকে বৈষম্যবিরোধী ছাত্র আন্দোলনের প্রতিনিধিদল কুষ্টিয়া সফর করেছেন। তারা স্থানীয় ছাত্রদের সঙ্গে মতবিনিময় করেন এবং আন্দোলনে আহতদের খোঁজখবর নেন। নেতারা বলেন, শহীদদের রক্ত বৃথা যেতে দেওয়া হবে না। ঢাকা থেকে বৈষম্যবিরোধী ছাত্র আন্দোলনের প্রতিনিধিদল কুষ্টিয়া সফর করেছেন। তারা স্থানীয় ছাত্রদের সঙ্গে মতবিনিময় করেন এবং আন্দোলনে আহতদের খোঁজখবর নেন। নেতারা বলেন, শহীদদের রক্ত বৃথা যেতে দেওয়া হবে না। <box>714 292 942 1231</box>
story-body: করতে মন্তব্য করতে রাজি হননি। আন্দোলনকারীদের সাধারণকারীদের সঙ্গে কোনো সমঝোতা হয়নি বলে জানা গেছে। প্রশাসনের পক্ষ থেকে বিষয়টি খতিয়ে দেখা হচ্ছে। করতে মন্তব্য করতে রাজি হননি। আন্দোলনকারীদের সাধারণকারীদের সঙ্গে কোনো সমঝোতা হয়নি বলে জানা গেছে। প্রশাসনের পক্ষ থেকে বিষয়টি খতিয়ে দেখা হচ্ছে। করতে মন্তব্য করতে রাজি হননি। আন্দোলনকারীদের সাধারণকারীদের সঙ্গে কোনো সমঝোতা হয়নি বলে জানা গেছে। প্রশাসনের পক্ষ থেকে বিষয়টি খতিয়ে দেখা হচ্ছে। করতে মন্তব্য করতে রাজি হননি। আন্দোলনকারীদের সাধারণকারীদের সঙ্গে কোনো সমঝোতা হয়নি বলে জানা গেছে। প্রশাসনের পক্ষ থেকে বিষয়টি খতিয়ে দেখা হচ্ছে। করতে মন্তব্য করতে রাজি হননি। আন্দোলনকারীদের সাধারণকারীদের সঙ্গে কোনো সমঝোতা হয়নি বলে জানা গেছে। প্রশাসনের পক্ষ থেকে বিষয়টি খতিয়ে দেখা হচ্ছে। করতে মন্তব্য করতে রাজি হননি। আন্দোলনকারীদের সাধারণকারীদের সঙ্গে কোনো সমঝোতা হয়নি বলে জানা গেছে। প্রশাসনের পক্ষ থেকে বিষয়টি খতিয়ে দেখা হচ্ছে। করতে মন্তব্য করতে রাজি হননি। আন্দোলনকারীদের সাধারণকারীদের সঙ্গে কোনো সমঝোতা হয়নি বলে জানা গেছে। প্রশাসনের পক্ষ থেকে বিষয়টি খতিয়ে দেখা হচ্ছে। করতে মন্তব্য করতে রাজি হননি। আন্দোলনকারীদের সাধারণকারীদের সঙ্গে কোনো সমঝোতা হয়নি বলে জানা গেছে। প্রশাসনের পক্ষ থেকে বিষয়টি খতিয়ে দেখা হচ্ছে। করতে মন্তব্য করতে রাজি হননি। আন্দোলনকারীদের সাধারণকারীদের সঙ্গে কোনো সমঝোতা হয়নি বলে জানা গেছে। প্রশাসনের পক্ষ থেকে বিষয়টি খতিয়ে দেখা হচ্ছে। করতে মন্তব্য করতে রাজি হননি। আন্দোলনকারীদের সাধারণকারীদের সঙ্গে কোনো সমঝোতা হয়নি বলে জানা গেছে। প্রশাসনের পক্ষ থেকে বিষয়টি খতিয়ে দেখা হচ্ছে। করতে মন্তব্য করতে রাজি হননি। আন্দোলনকারীদের সাধারণকারীদের সঙ্গে কোনো সমঝোতা হয়নি বলে জানা গেছে। প্রশাসনের পক্ষ থেকে বিষয়টি খতিয়ে দেখা হচ্ছে। করতে মন্তব্য করতে রাজি হননি। আন্দোলনকারীদের সাধারণকারীদের সঙ্গে কোনো সমঝোতা হয়নি বলে জানা গেছে। প্রশাসনের পক্ষ থেকে বিষয়টি খতিয়ে দেখা হচ্ছে। করতে মন্তব্য করতে রাজি হননি। আন্দোলনকারীদের সাধারণকারীদের সঙ্গে কোনো সমঝোতা হয়নি বলে জানা গেছে। প্রশাসনের পক্ষ থেকে বিষয়টি খতিয়ে দেখা হচ্ছে। করতে মন্তব্য করতে রাজি হননি। আন্দোলনকারীদের সাধারণকারীদের সঙ্গে কোনো সমঝোতা হয়নি বলে জানা গেছে। প্রশাসনের পক্ষ থেকে বিষয়টি খতিয়ে দেখা হচ্ছে। করতে মন্তব্য করতে রাজি হননি। আন্দোলনকারীদের সাধারণকারীদের সঙ্গে কোনো সমঝোতা হয়নি বলে জানা গেছে। প্রশাসনের পক্ষ থেকে বিষয়টি খতিয়ে দেখা হচ্ছে। করতে মন্তব্য করতে রাজি হননি। আন্দোলনকারীদের সাধারণকারীদের সঙ্গে কোনো সমঝোতা হয়নি বলে জানা গেছে। প্রশাসনের পক্ষ থেকে বিষয়টি খতিয়ে দেখা হচ্ছে। <box>242 52 470 549</box>
story-body: ডিসেম্বর মাসের বেতন-ভাতা পরিশোধের দাবিতে শ্রমিকরা আন্দোলন করছেন। কারখানা কর্তৃপক্ষ আলোচনার আশ্বাস দিয়েছে। ডিসেম্বর মাসের বেতন-ভাতা পরিশোধের দাবিতে শ্রমিকরা আন্দোলন করছেন। কারখানা কর্তৃপক্ষ আলোচনার আশ্বাস দিয়েছে। ডিসেম্বর মাসের বেতন-ভাতা পরিশোধের দাবিতে শ্রমিকরা আন্দোলন করছেন। কারখানা কর্তৃপক্ষ আলোচনার আশ্বাস দিয়েছে। ডিসেম্বর মাসের বেতন-ভাতা পরিশোধের দাবিতে শ্রমিকরা আন্দোলন করছেন। কারখানা কর্তৃপক্ষ আলোচনার আশ্বাস দিয়েছে। <box>4 1786 234 1890</box>
story-headline: চট্টগ্রামে আইনজীবী হত্যায় ১০ <box>478 2206 706 2234</box>
story-body: এছাড়াও সামাজিক যোগাযোগের মাধ্যম সোশ্যাল মিডিয়ায় একটি ভিডিওতে দেখা যায়, ভিডিও ধারণকারীকে যেখানে বেঁধে রেখেছে চক্রটি। চেয়ারম্যান ঘাটের তিনটি পয়েন্টে বাহিনী রয়েছে এবং প্রতিটি পয়েন্টে যাত্রীদের জিম্মি করে টাকা আদায় করা হয়। স্থানীয়রা জানান, প্রশাসনের কোনো নজরদারি নেই। ঘাটের ইজারাদার পরিবর্তনের পর থেকেই এই চক্রের উত্থান। এছাড়াও সামাজিক যোগাযোগের মাধ্যম সোশ্যাল মিডিয়ায় একটি ভিডিওতে দেখা যায়, ভিডিও ধারণকারীকে যেখানে বেঁধে রেখেছে চক্রটি। চেয়ারম্যান ঘাটের তিনটি পয়েন্টে বাহিনী রয়েছে এবং প্রতিটি পয়েন্টে যাত্রীদের জিম্মি করে টাকা আদায় করা হয়। স্থানীয়রা জানান, প্রশাসনের কোনো নজরদারি নেই। ঘাটের ইজারাদার পরিবর্তনের পর থেকেই এই চক্রের উত্থান। এছাড়াও সামাজিক যোগাযোগের মাধ্যম সোশ্যাল মিডিয়ায় একটি ভিডিওতে দেখা যায়, ভিডিও ধারণকারীকে যেখানে বেঁধে রেখেছে চক্রটি। চেয়ারম্যান ঘাটের তিনটি পয়েন্টে বাহিনী রয়েছে এবং প্রতিটি পয়েন্টে যাত্রীদের জিম্মি করে টাকা আদায় করা হয়। স্থানীয়রা জানান, প্রশাসনের কোনো নজরদারি নেই। ঘাটের ইজারাদার পরিবর্তনের পর থেকেই এই চক্রের উত্থান। এছাড়াও সামাজিক যোগাযোগের মাধ্যম সোশ্যাল মিডিয়ায় একটি ভিডিওতে দেখা যায়, ভিডিও ধারণকারীকে যেখানে বেঁধে রেখেছে চক্রটি। চেয়ারম্যান ঘাটের তিনটি পয়েন্টে বাহিনী রয়েছে এবং প্রতিটি পয়েন্টে যাত্রীদের জিম্মি করে টাকা আদায় করা হয়। স্থানীয়রা জানান, প্রশাসনের কোনো নজরদারি নেই। ঘাটের ইজারাদার পরিবর্তনের পর থেকেই এই চক্রের উত্থান। <box>4 79 234 356</box>
section-title: খবরের বাকি অংশ <box>379 9 551 37</box>
story-headline: কলাপাড়ায় বেপরোয়া <box>4 1262 234 1294</box>
story-body: এর সভাপতি ছিলেন সমবায় অধিদপ্তরের কর্মকর্তারা। গোচারণভূমি সংরক্ষণে প্রয়োজনীয় পদক্ষেপ গ্রহণের সিদ্ধান্ত হয়। খামারিদের স্বার্থ রক্ষায় কাজ করবে কর্তৃপক্ষ। এর সভাপতি ছিলেন সমবায় অধিদপ্তরের কর্মকর্তারা। গোচারণভূমি সংরক্ষণে প্রয়োজনীয় পদক্ষেপ গ্রহণের সিদ্ধান্ত হয়। খামারিদের স্বার্থ রক্ষায় কাজ করবে কর্তৃপক্ষ। এর সভাপতি ছিলেন সমবায় অধিদপ্তরের কর্মকর্তারা। গোচারণভূমি সংরক্ষণে প্রয়োজনীয় পদক্ষেপ গ্রহণের সিদ্ধান্ত হয়। খামারিদের স্বার্থ রক্ষায় কাজ করবে কর্তৃপক্ষ। এর সভাপতি ছিলেন সমবায় অধিদপ্তরের কর্মকর্তারা। গোচারণভূমি সংরক্ষণে প্রয়োজনীয় পদক্ষেপ গ্রহণের সিদ্ধান্ত হয়। খামারিদের স্বার্থ রক্ষায় কাজ করবে কর্তৃপক্ষ। এর সভাপতি ছিলেন সমবায় অধিদপ্তরের কর্মকর্তারা। গোচারণভূমি সংরক্ষণে প্রয়োজনীয় পদক্ষেপ গ্রহণের সিদ্ধান্ত হয়। খামারিদের স্বার্থ রক্ষায় কাজ করবে কর্তৃপক্ষ। এর সভাপতি ছিলেন সমবায় অধিদপ্তরের কর্মকর্তারা। গোচারণভূমি সংরক্ষণে প্রয়োজনীয় পদক্ষেপ গ্রহণের সিদ্ধান্ত হয়। খামারিদের স্বার্থ রক্ষায় কাজ করবে কর্তৃপক্ষ। এর সভাপতি ছিলেন সমবায় অধিদপ্তরের কর্মকর্তারা। গোচারণভূমি সংরক্ষণে প্রয়োজনীয় পদক্ষেপ গ্রহণের সিদ্ধান্ত হয়। খামারিদের স্বার্থ রক্ষায় কাজ করবে কর্তৃপক্ষ। এর সভাপতি ছিলেন সমবায় অধিদপ্তরের কর্মকর্তারা। গোচারণভূমি সংরক্ষণে প্রয়োজনীয় পদক্ষেপ গ্রহণের সিদ্ধান্ত হয়। খামারিদের স্বার্থ রক্ষায় কাজ করবে কর্তৃপক্ষ। এর সভাপতি ছিলেন সমবায় অধিদপ্তরের কর্মকর্তারা। গোচারণভূমি সংরক্ষণে প্রয়োজনীয় পদক্ষেপ গ্রহণের সিদ্ধান্ত হয়। খামারিদের স্বার্থ রক্ষায় কাজ করবে কর্তৃপক্ষ। এর সভাপতি ছিলেন সমবায় অধিদপ্তরের কর্মকর্তারা। গোচারণভূমি সংরক্ষণে প্রয়োজনীয় পদক্ষেপ গ্রহণের সিদ্ধান্ত হয়। খামারিদের স্বার্থ রক্ষায় কাজ করবে কর্তৃপক্ষ। <box>478 1187 706 1499</box>
masthead <box>0 0 945 46</box>
story-body: প্রত্যেক বছর বর্ষায় হাজারো মানুষ নৌকায় পারাপার হন। এলাকাবাসী দীর্ঘদিন ধরে একটি সেতু নির্মাণের দাবি জানিয়ে আসছেন। প্রত্যেক বছর বর্ষায় হাজারো মানুষ নৌকায় পারাপার হন। এলাকাবাসী দীর্ঘদিন ধরে একটি সেতু নির্মাণের দাবি জানিয়ে আসছেন। প্রত্যেক বছর বর্ষায় হাজারো মানুষ নৌকায় পারাপার হন। এলাকাবাসী দীর্ঘদিন ধরে একটি সেতু নির্মাণের দাবি জানিয়ে আসছেন। প্রত্যেক বছর বর্ষায় হাজারো মানুষ নৌকায় পারাপার হন। এলাকাবাসী দীর্ঘদিন ধরে একটি সেতু নির্মাণের দাবি জানিয়ে আসছেন। প্রত্যেক বছর বর্ষায় হাজারো মানুষ নৌকায় পারাপার হন। এলাকাবাসী দীর্ঘদিন ধরে একটি সেতু নির্মাণের দাবি জানিয়ে আসছেন। প্রত্যেক বছর বর্ষায় হাজারো মানুষ নৌকায় পারাপার হন। এলাকাবাসী দীর্ঘদিন ধরে একটি সেতু নির্মাণের দাবি জানিয়ে আসছেন। প্রত্যেক বছর বর্ষায় হাজারো মানুষ নৌকায় পারাপার হন। এলাকাবাসী দীর্ঘদিন ধরে একটি সেতু নির্মাণের দাবি জানিয়ে আসছেন। প্রত্যেক বছর বর্ষায় হাজারো মানুষ নৌকায় পারাপার হন। এলাকাবাসী দীর্ঘদিন ধরে একটি সেতু নির্মাণের দাবি জানিয়ে আসছেন। প্রত্যেক বছর বর্ষায় হাজারো মানুষ নৌকায় পারাপার হন। এলাকাবাসী দীর্ঘদিন ধরে একটি সেতু নির্মাণের দাবি জানিয়ে আসছেন। প্রত্যেক বছর বর্ষায় হাজারো মানুষ নৌকায় পারাপার হন। এলাকাবাসী দীর্ঘদিন ধরে একটি সেতু নির্মাণের দাবি জানিয়ে আসছেন। প্রত্যেক বছর বর্ষায় হাজারো মানুষ নৌকায় পারাপার হন। এলাকাবাসী দীর্ঘদিন ধরে একটি সেতু নির্মাণের দাবি জানিয়ে আসছেন। <box>714 1601 942 1868</box>
